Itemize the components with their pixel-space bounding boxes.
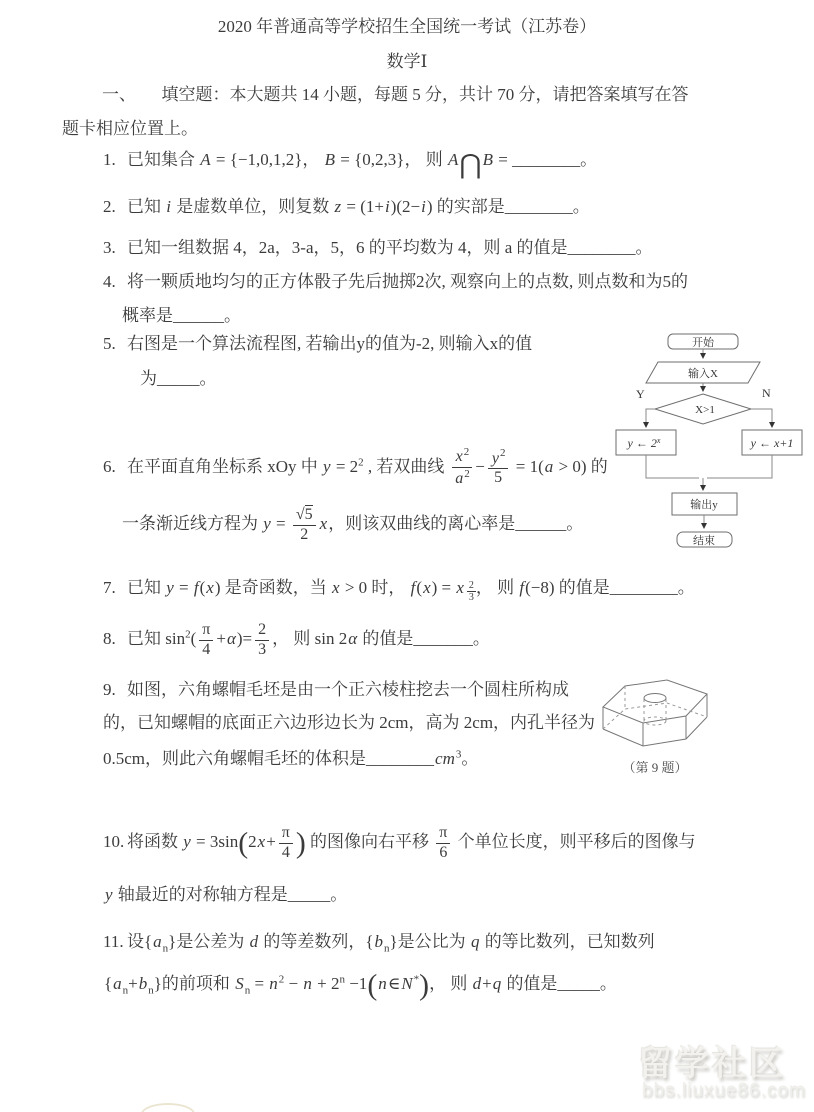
question-10-line-2 [104,884,347,905]
question-9-number: 9. [103,680,116,699]
flow-merge-right [707,455,772,478]
question-8-number: 8. [103,629,116,649]
question-1-text: 已知集合 A = {−1,0,1,2}， B = {0,2,3}， 则 A⋂B = ________。 [127,149,598,180]
question-9-line-2 [103,712,595,733]
question-10-text: 将函数 y = 3sin(2x+ $\frac{\pi}{4}$ ) 的图像向右平移 $\frac{\pi}{6}$ 个单位长度，则平移后的图像与 [127,824,696,861]
question-6-line-1 [103,447,608,488]
flow-assign-left-label: y ← 2$^x$ [627,436,661,450]
section-intro-line-1: 一、 填空题：本大题共 14 小题，每题 5 分，共计 70 分，请把答案填写在答 [102,85,689,104]
question-10-number: 10. [103,832,125,852]
question-11-number: 11. [103,932,124,951]
question-2 [103,196,590,217]
question-7-text: 已知 y = f(x) 是奇函数，当 x > 0 时， f(x) = x $\frac{2}{3}$ ， 则 f(−8) 的值是________。 [127,578,695,603]
question-1 [103,149,598,180]
question-10-text-2: y 轴最近的对称轴方程是_____。 [105,885,348,904]
question-5-text: 右图是一个算法流程图, 若输出y的值为-2, 则输入x的值 [127,334,533,353]
question-3 [103,237,653,258]
flow-end-label: 结束 [693,535,715,547]
question-6-number: 6. [103,456,116,476]
question-7-number: 7. [103,578,116,597]
question-5-number: 5. [103,334,116,353]
question-9-text-3: 0.5cm，则此六角螺帽毛坯的体积是$\_\_\_\_\_\_\_\_cm^3$。 [103,748,479,768]
question-6-line-2 [122,507,583,544]
flow-start-label: 开始 [692,337,714,349]
question-6-text-2: 一条渐近线方程为 y = $\frac{√5}{2}$ x，则该双曲线的离心率是______。 [122,506,584,543]
page-corner-artifact [141,1103,195,1112]
question-8-text: 已知 $\sin^2$( $\frac{\pi}{4}$ +α)= $\frac{2}{3}$ ， 则 sin 2α 的值是_______。 [127,621,490,658]
question-8 [103,622,490,659]
question-5-line-2 [140,368,217,389]
question-2-number: 2. [103,197,116,216]
flow-merge-left [646,455,699,478]
flow-assign-right-label: y ← x+1 [750,436,794,450]
flow-connector-no [751,409,772,427]
watermark-url: bbs.liuxue86.com [642,1080,806,1101]
question-9-text: 如图，六角螺帽毛坯是由一个正六棱柱挖去一个圆柱所构成 [127,680,569,699]
question-4-line-1 [103,271,688,292]
flow-no-label: N [762,386,771,400]
question-4-text: 将一颗质地均匀的正方体骰子先后抛掷2次, 观察向上的点数, 则点数和为5的 [127,272,688,291]
question-9-line-3 [103,748,478,769]
question-6-text: 在平面直角坐标系 xOy 中 $y = 2^2$ , 若双曲线 $\frac{x^2}{a^2}$ − $\frac{y^2}{5}$ = 1(a > 0) 的 [127,446,608,488]
question-4-number: 4. [103,272,116,291]
question-4-line-2 [122,305,241,326]
figure-9-caption: （第 9 题） [622,760,688,775]
question-11-line-2 [104,968,617,1002]
flow-connector-yes [646,409,655,427]
question-7 [103,577,695,603]
question-4-text-2: 概率是______。 [122,306,241,325]
question-5-text-2: 为_____。 [140,369,217,388]
flow-input-label: 输入X [688,368,718,380]
question-10-line-1 [103,825,696,862]
question-2-text: 已知 i 是虚数单位，则复数 z = (1+i)(2−i) 的实部是________。 [127,197,590,216]
question-9-text-2: 的，已知螺帽的底面正六边形边长为 2cm，高为 2cm，内孔半径为 [103,713,596,732]
question-1-number: 1. [103,150,116,169]
question-9-line-1 [103,679,569,700]
question-5-line-1 [103,333,532,354]
page-title: 2020 年普通高等学校招生全国统一考试（江苏卷） [217,17,597,36]
hex-nut-figure [597,673,715,755]
hex-hole-ellipse [644,694,666,703]
question-3-number: 3. [103,238,116,257]
question-11-line-1 [103,931,655,956]
flow-condition-label: X>1 [695,404,715,416]
question-3-text: 已知一组数据 4，2a，3-a，5，6 的平均数为 4，则 a 的值是________。 [127,238,653,257]
algorithm-flowchart [608,328,814,560]
flow-output-label: 输出y [690,499,718,511]
question-11-text: 设$\{a_n\}$是公差为 d 的等差数列，$\{b_n\}$是公比为 q 的等比数列，已知数列 [127,932,655,955]
page-subtitle: 数学Ⅰ [386,52,428,71]
section-intro-line-2: 题卡相应位置上。 [62,119,198,138]
flow-yes-label: Y [636,387,645,401]
question-11-text-2: $\{a_n+b_n\}$的前项和 $S_n = n^2 - n + 2^n$ −1(n∈N*)， 则 d+q 的值是_____。 [104,968,617,1002]
watermark-title: 留学社区 [638,1045,786,1083]
